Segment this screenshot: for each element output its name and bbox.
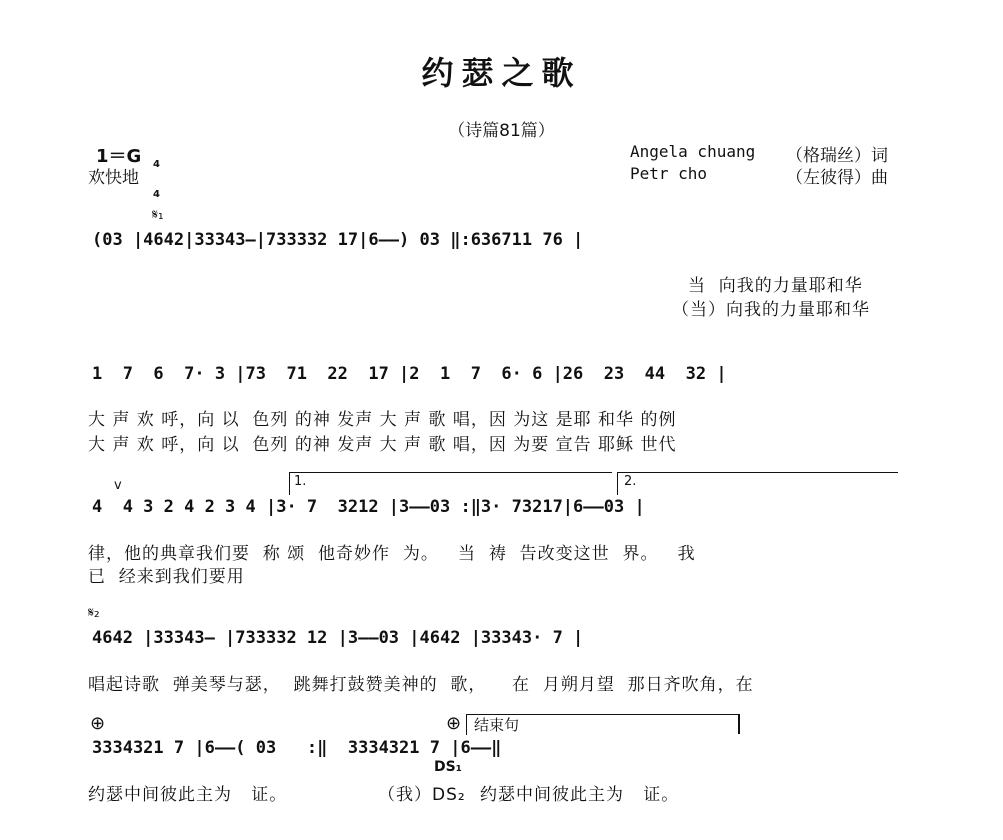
- lyrics-line-1a: 当 向我的力量耶和华: [688, 276, 863, 296]
- lyrics-line-3a: 律，他的典章我们要 称 颂 他奇妙作 为。 当 祷 告改变这世 界。 我: [88, 544, 696, 564]
- volta-bracket-1: [289, 472, 612, 495]
- lyrics-line-5a: 约瑟中间彼此主为 证。: [88, 785, 288, 805]
- notation-line-3: 4 4 3 2 4 2 3 4 |3· 7 3212 |3——03 :‖3· 73217|6——03 |: [92, 497, 645, 517]
- notation-line-5: 3334321 7 |6——( 03 :‖ 3334321 7 |6——‖: [92, 738, 502, 758]
- notation-line-4: 4642 |33343— |733332 12 |3——03 |4642 |33343· 7 |: [92, 628, 584, 648]
- notation-line-2: 1 7 6 7· 3 |73 71 22 17 |2 1 7 6· 6 |26 23 44 32 |: [92, 364, 727, 384]
- meter-bottom: 4: [153, 189, 160, 200]
- volta-bracket-2: [617, 472, 898, 495]
- lyrics-line-2a: 大 声 欢 呼，向 以 色列 的神 发声 大 声 歌 唱，因 为这 是耶 和华 的例: [88, 410, 677, 430]
- ending-bracket-end: [738, 714, 740, 734]
- lyrics-line-5b: （我）DS₂: [378, 785, 466, 805]
- song-title: 约瑟之歌: [421, 54, 582, 92]
- coda-sign-1: ⊕: [90, 713, 106, 734]
- volta-1-label: 1.: [294, 474, 307, 489]
- segno-1: 𝄋₁: [152, 207, 164, 223]
- meter-top: 4: [153, 159, 160, 170]
- time-signature: [153, 140, 160, 210]
- notation-line-1: (03 |4642|33343—|733332 17|6——) 03 ‖:636711 76 |: [92, 230, 584, 250]
- ending-label: 结束句: [474, 716, 520, 734]
- composer-role: （左彼得）曲: [786, 168, 888, 188]
- lyricist-name: Angela chuang: [630, 142, 756, 161]
- coda-sign-2: ⊕: [446, 713, 462, 734]
- lyrics-line-2b: 大 声 欢 呼，向 以 色列 的神 发声 大 声 歌 唱，因 为要 宣告 耶稣 世代: [88, 435, 677, 455]
- key-signature: 1＝G: [96, 146, 142, 167]
- lyrics-line-4: 唱起诗歌 弹美琴与瑟， 跳舞打鼓赞美神的 歌， 在 月朔月望 那日齐吹角，在: [88, 675, 754, 695]
- lyrics-line-3b: 已 经来到我们要用: [88, 567, 245, 587]
- song-subtitle: （诗篇81篇）: [448, 121, 555, 141]
- lyrics-line-1b: （当）向我的力量耶和华: [672, 300, 870, 320]
- composer-name: Petr cho: [630, 164, 708, 183]
- segno-2: 𝄋₂: [88, 605, 100, 621]
- breath-mark: v: [114, 478, 122, 493]
- volta-2-label: 2.: [624, 474, 637, 489]
- lyrics-line-5c: 约瑟中间彼此主为 证。: [480, 785, 680, 805]
- lyricist-role: （格瑞丝）词: [786, 146, 888, 166]
- tempo-marking: 欢快地: [88, 168, 139, 188]
- ds1-marker: DS₁: [434, 759, 462, 775]
